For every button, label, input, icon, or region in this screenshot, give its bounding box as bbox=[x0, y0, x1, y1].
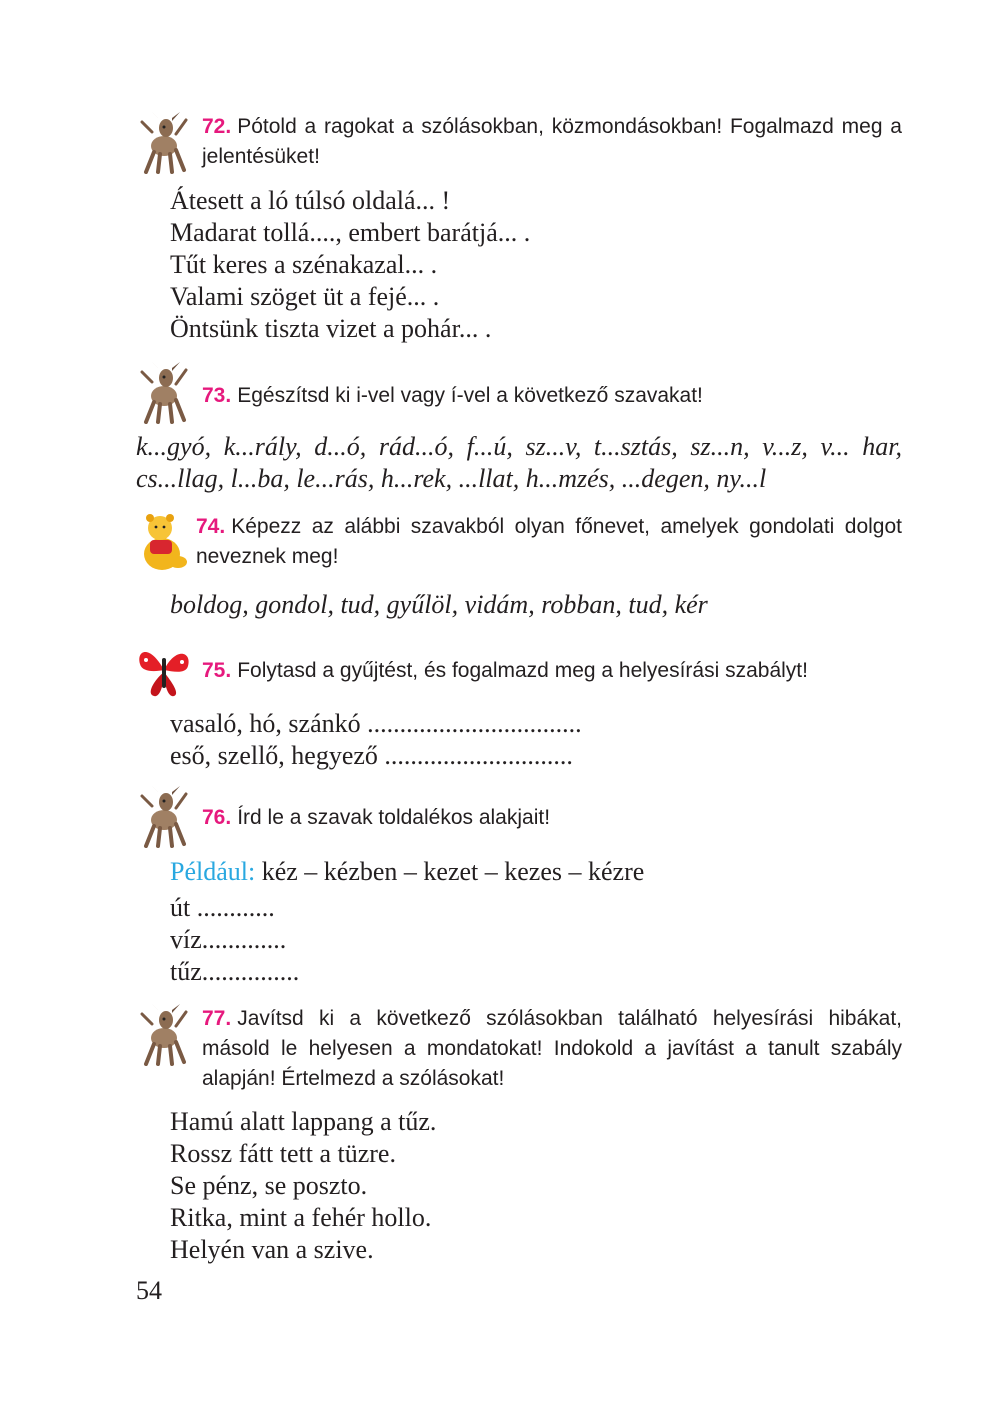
task-72 bbox=[136, 112, 902, 172]
text-line: Átesett a ló túlsó oldalá... ! bbox=[170, 186, 451, 215]
task-77-heading bbox=[136, 1004, 902, 1094]
task-74-heading bbox=[136, 512, 902, 572]
text-line: Madarat tollá...., embert barátjá... . bbox=[170, 218, 531, 247]
text-line: Öntsünk tiszta vizet a pohár... . bbox=[170, 314, 492, 343]
task-number: 77. bbox=[202, 1007, 232, 1030]
text-line: tűz............... bbox=[170, 957, 300, 986]
task-75-body bbox=[170, 708, 910, 772]
task-number: 74. bbox=[196, 515, 226, 538]
donkey-icon bbox=[136, 112, 192, 174]
task-number: 73. bbox=[202, 384, 232, 407]
task-72-heading bbox=[136, 112, 902, 172]
task-73-words: k...gyó, k...rály, d...ó, rád...ó, f...ú, sz...v, t...sztás, sz...n, v...z, v... har, cs...llag, l...ba, le...rás, h...rek, ...llat, h...mzés, ...degen, ny...l bbox=[136, 432, 902, 493]
text-line: vasaló, hó, szánkó ................................. bbox=[170, 709, 582, 738]
task-77-body bbox=[170, 1106, 910, 1266]
task-number: 76. bbox=[202, 806, 232, 829]
example-line bbox=[170, 856, 910, 888]
task-73 bbox=[136, 362, 902, 411]
text-line: Tűt keres a szénakazal... . bbox=[170, 250, 438, 279]
text-line: Se pénz, se poszto. bbox=[170, 1171, 368, 1200]
task-72-body bbox=[170, 185, 910, 345]
donkey-icon bbox=[136, 786, 192, 848]
task-instruction: Írd le a szavak toldalékos alakjait! bbox=[237, 806, 551, 829]
text-line: út ............ bbox=[170, 893, 275, 922]
example-text: kéz – kézben – kezet – kezes – kézre bbox=[261, 857, 645, 886]
text-line: Rossz fátt tett a tüzre. bbox=[170, 1139, 396, 1168]
task-76-heading bbox=[136, 786, 902, 833]
task-76 bbox=[136, 786, 902, 833]
task-75 bbox=[136, 640, 902, 686]
text-line: víz............. bbox=[170, 925, 287, 954]
donkey-icon bbox=[136, 1004, 192, 1066]
task-75-heading bbox=[136, 640, 902, 686]
task-73-heading bbox=[136, 362, 902, 411]
text-line: Helyén van a szive. bbox=[170, 1235, 374, 1264]
text-line: Ritka, mint a fehér hollo. bbox=[170, 1203, 432, 1232]
butterfly-icon bbox=[136, 640, 192, 702]
task-instruction: Javítsd ki a következő szólásokban található helyesírási hibákat, másold le helyesen a mondatokat! Indokold a javítást a tanult szabály alapján! Értelmezd a szólásokat! bbox=[202, 1007, 902, 1090]
task-instruction: Folytasd a gyűjtést, és fogalmazd meg a helyesírási szabályt! bbox=[237, 659, 808, 682]
task-number: 75. bbox=[202, 659, 232, 682]
text-line: Valami szöget üt a fejé... . bbox=[170, 282, 440, 311]
task-74-words: boldog, gondol, tud, gyűlöl, vidám, robban, tud, kér bbox=[170, 590, 708, 619]
page-number: 54 bbox=[136, 1276, 162, 1305]
task-instruction: Képezz az alábbi szavakból olyan főnevet, amelyek gondolati dolgot neveznek meg! bbox=[196, 515, 902, 568]
task-instruction: Pótold a ragokat a szólásokban, közmondásokban! Fogalmazd meg a jelentésüket! bbox=[202, 115, 902, 168]
task-instruction: Egészítsd ki i-vel vagy í-vel a következő szavakat! bbox=[237, 384, 703, 407]
text-line: Hamú alatt lappang a tűz. bbox=[170, 1107, 437, 1136]
donkey-icon bbox=[136, 362, 192, 424]
bear-icon bbox=[136, 512, 192, 574]
text-line: eső, szellő, hegyező ............................. bbox=[170, 741, 573, 770]
task-76-body bbox=[170, 856, 910, 988]
task-77 bbox=[136, 1004, 902, 1094]
task-number: 72. bbox=[202, 115, 232, 138]
task-74 bbox=[136, 512, 902, 572]
example-label: Például: bbox=[170, 857, 256, 886]
